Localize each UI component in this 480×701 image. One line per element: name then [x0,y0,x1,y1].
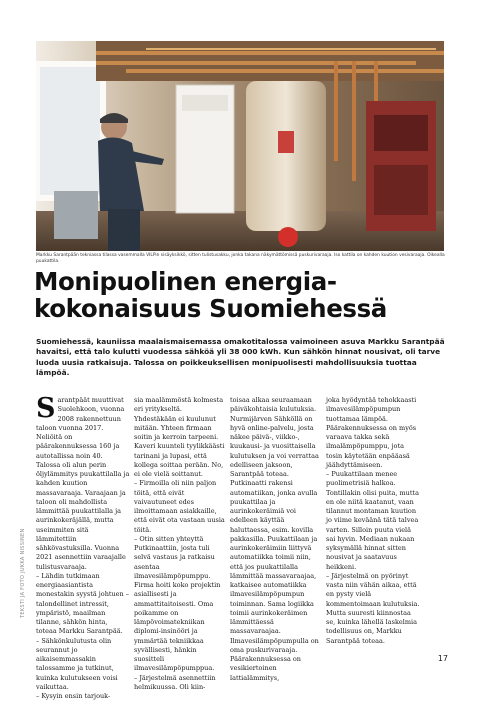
body-column-2 [134,396,226,692]
photo-caption: Markku Sarantpään tekniassa tilassa vasemmalla VILPin sisäyksikkö, sitten tulistusakku, jonka takana näkymättömissä puskurivaraaja. Iso kattila on kahden kuution vesivaraaja. Oikealla puukattila. [36,253,445,264]
article-headline: Monipuolinen energia- kokonaisuus Suomiehessä [34,267,387,323]
body-column-4 [326,396,422,646]
body-column-1 [36,393,130,701]
column-text: joka hyödyntää tehokkaasti ilmavesilämpöpumpun tuottamaa lämpöä. Päärakennuksessa on myös varaava takka sekä ilmalämpöpumppu, jota tosin käytetään enpääasä jäähdyttämiseen. – Puukattilaan menee puolimetrisiä halkoa. Tontillakin olisi puita, mutta en ole niitä kaatanut, vaan tilannut montaman kuution jo viime keväänä tätä talvea varten. Silloin puuta vielä sai hyvin. Mediaan nukaan syksymällä hinnat sitten nousivat ja saatavuus heikkeni. – Järjestelmä on pyörinyt vasta niin vähän aikaa, että en pysty vielä kommentoimaan kulutuksia. Mutta suuresti kiinnostaa se, kuinka lähellä laskelmia todellisuus on, Markku Sarantpää toteaa. [326,396,420,645]
column-text: arantpäät muuttivat Suolehkoon, vuonna 2008 rakennettuun taloon vuonna 2017. Neliöitä on päärakennuksessa 160 ja autotallissa noin 40. Talossa oli alun perin öljylämmitys puukattilalla ja kahden kuution massavaraaja. Varaajaan ja taloon oli mahdollista lämmittää puukattilalla ja aurinkokeräjällä, mutta useimmiten sitä lämmitettiin sähkövastuksilla. Vuonna 2021 asennettiin varaajalle tulistusvaraaja. – Lähdin tutkimaan energiaasiantista monestakin syystä johtuen – talondellinet intressit, ympäristö, maailman tilanne, sähkön hinta, toteaa Markku Sarantpää. – Sähkönkulutusta olin seurannut jo aikaisemmassakin talossamme ja tutkinut, kuinka kulutukseen voisi vaikuttaa. – Kysyin ensin tarjouk- [36,396,130,700]
column-text: sia maalämmöstä kolmesta eri yritykseltä. Yhdestäkään ei kuulunut mitään. Yhteen firmaan soitin ja kerroin tarpeeni. Kaveri kuunteli tyylikkäästi tarinani ja lupasi, että kollega soittaa perään. No, ei ole vielä soittanut. – Firmoilla oli niin paljon töitä, että eivät vaivautuneet edes ilmoittamaan asiakkaille, että eivät ota vastaan uusia töitä. – Otin sitten yhteyttä Putkinaattiin, josta tuli selvä vastaus ja ratkaisu asentaa ilmavesilämpöpumppu. Firma hoiti koko projektin asiallisesti ja ammattitaitoisesti. Oma poikamme on lämpövoimatekniikan diplomi-insinööri ja ymmärtää tekniikkaa syvällisesti, hänkin suositteli ilmavesilämpöpumppua. – Järjestelmä asennettiin helmikuussa. Oli kiin- [134,396,225,691]
body-column-3 [230,396,322,683]
column-text: toisaa alkaa seuraamaan päiväkohtaisia kulutuksia. Nurmijärven Sähköllä on hyvä online-palvelu, josta näkee päivä-, viikko-, kuukausi- ja vuosittaisella kulutuksen ja voi verrattaa edelliseen jaksoon, Sarantpää toteaa. Putkinaatti rakensi automatiikan, jonka avulla puukattilaa ja aurinkokeräimiä voi edelleen käyttää haluttaessa, esim. kovilla pakkasilla. Puukattilaan ja aurinkokeräimiin liittyvä automatiikka toimii niin, että jos puukattilalla lämmittää massavaraajaa, katkaisee automatiikka ilmavesilämpöpumpun toiminnan. Sama logiikka toimii aurinkokeräimen lämmittäessä massavaraajaa. Ilmavesilämpöpumpulla on oma puskurivaraaja. Päärakennuksessa on vesikiertoinen lattialämmitys, [230,396,319,682]
boiler-room-photo [36,41,444,251]
page-number: 17 [437,654,448,663]
photo-credit: TEKSTI JA FOTO JUKKA NISSINEN [20,528,26,618]
article-lead: Suomiehessä, kauniissa maalaismaisemassa omakotitalossa vaimoineen asuva Markku Sarantpää havaitsi, että talo kulutti vuodessa sähköä yli 38 000 kWh. Kun sähkön hinnat nousivat, oli tarve luoda uusia ratkaisuja. Talossa on poikkeuksellisen monipuolisesti mahdollisuuksia tuottaa lämpöä. [36,337,445,378]
drop-cap: S [36,393,56,424]
boiler-room-illustration [36,41,444,251]
